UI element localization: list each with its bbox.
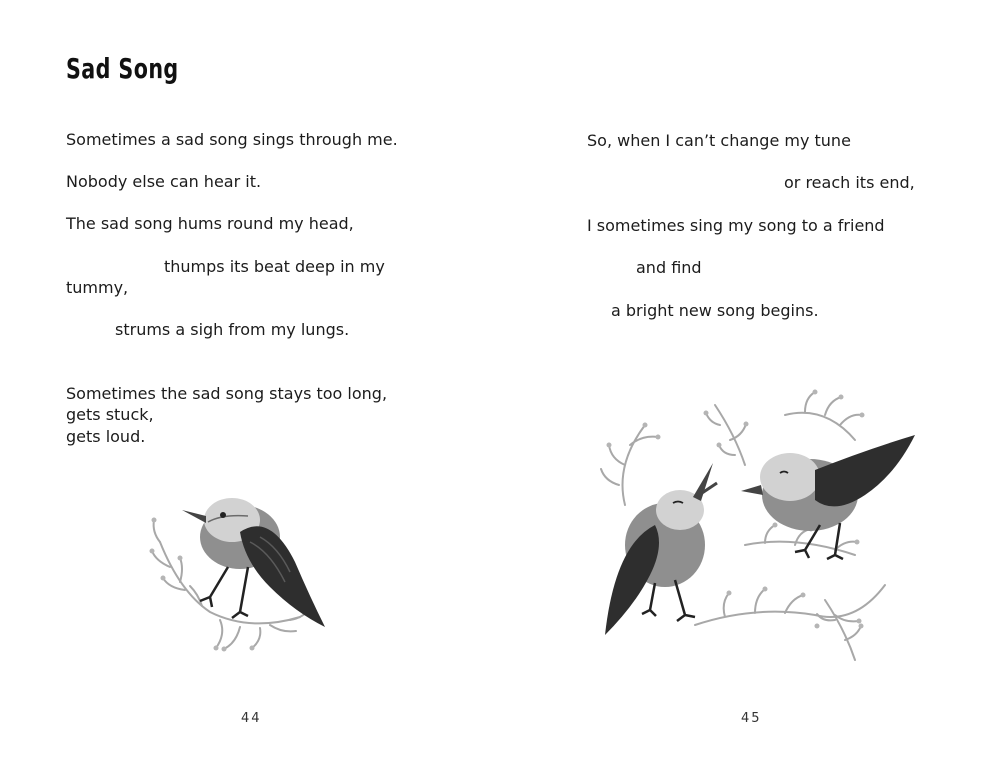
two-birds-illustration bbox=[595, 385, 925, 675]
page-number: 44 bbox=[241, 711, 262, 726]
poem-title: Sad Song bbox=[66, 52, 179, 85]
poem-line: and find bbox=[636, 258, 702, 277]
bird-illustration bbox=[140, 482, 360, 662]
poem-line: or reach its end, bbox=[784, 173, 915, 192]
poem-line: The sad song hums round my head, bbox=[66, 214, 354, 233]
poem-line: thumps its beat deep in my bbox=[164, 257, 385, 276]
poem-line: I sometimes sing my song to a friend bbox=[587, 216, 885, 235]
poem-line: a bright new song begins. bbox=[611, 301, 819, 320]
poem-line: gets loud. bbox=[66, 427, 146, 446]
poem-line: gets stuck, bbox=[66, 405, 154, 424]
poem-line: strums a sigh from my lungs. bbox=[115, 320, 350, 339]
poem-line: Sometimes the sad song stays too long, bbox=[66, 384, 388, 403]
page-number: 45 bbox=[741, 711, 762, 726]
poem-line: tummy, bbox=[66, 278, 129, 297]
poem-line: Nobody else can hear it. bbox=[66, 172, 262, 191]
poem-line: So, when I can’t change my tune bbox=[587, 131, 851, 150]
right-page bbox=[500, 0, 1000, 768]
poem-line: Sometimes a sad song sings through me. bbox=[66, 130, 398, 149]
